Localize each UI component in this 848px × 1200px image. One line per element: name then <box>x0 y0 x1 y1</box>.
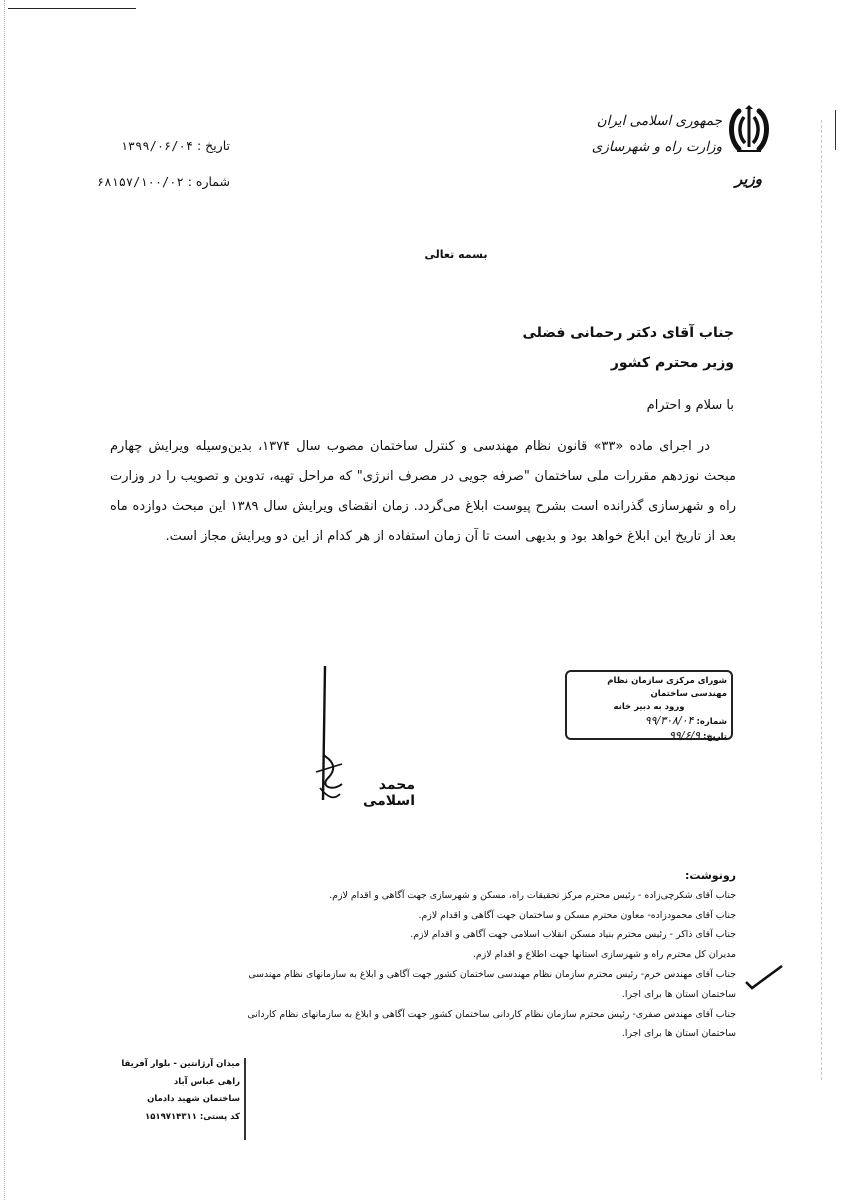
cc-item: جناب آقای مهندس صفری- رئیس محترم سازمان نظام کاردانی ساختمان کشور جهت آگاهی و ابلاغ به سازمانهای نظام کاردانی ساختمان استان ها برای اجرا. <box>247 1008 736 1040</box>
address-line: راهی عباس آباد <box>173 1076 240 1087</box>
address-line: میدان آرژانتین - بلوار آفریقا <box>121 1059 240 1069</box>
number-row <box>70 164 230 200</box>
cc-item: جناب آقای شکرچی‌زاده - رئیس محترم مرکز تحقیقات راه، مسکن و شهرسازی جهت آگاهی و اقدام لازم. <box>329 889 736 901</box>
address-line: کد پستی: ۱۵۱۹۷۱۴۳۱۱ <box>145 1111 240 1122</box>
address-bar <box>244 1058 246 1140</box>
cc-item: جناب آقای ذاکر - رئیس محترم بنیاد مسکن انقلاب اسلامی جهت آگاهی و اقدام لازم. <box>410 929 736 941</box>
cc-item: جناب آقای مهندس خرم- رئیس محترم سازمان نظام مهندسی ساختمان کشور جهت آگاهی و ابلاغ به سازمانهای نظام مهندسی ساختمان استان ها برای اجرا. <box>248 968 736 1000</box>
stamp-date-row <box>571 729 727 744</box>
greeting: با سلام و احترام <box>646 398 734 413</box>
addressee-title: وزیر محترم کشور <box>610 355 734 371</box>
addressee <box>440 318 734 378</box>
cc-heading: رونوشت: <box>684 869 736 882</box>
cc-item: جناب آقای محمودزاده- معاون محترم مسکن و ساختمان جهت آگاهی و اقدام لازم. <box>418 909 736 921</box>
receipt-stamp <box>565 670 733 740</box>
checkmark-icon <box>744 960 784 990</box>
basmala: بسمه تعالی <box>424 248 488 261</box>
number-value: ۶۸۱۵۷/۱۰۰/۰۲ <box>97 175 184 189</box>
cc-item: مدیران کل محترم راه و شهرسازی استانها جهت اطلاع و اقدام لازم. <box>472 949 736 961</box>
footer-address <box>95 1056 240 1126</box>
stamp-org: شورای مرکزی سازمان نظام مهندسی ساختمان <box>607 676 727 699</box>
stamp-date-label: تاریخ: <box>703 732 727 742</box>
stamp-number-row <box>571 714 727 729</box>
address-line: ساختمان شهید دادمان <box>147 1094 240 1104</box>
date-label: تاریخ : <box>196 138 230 153</box>
ministry-name: وزارت راه و شهرسازی <box>591 139 722 155</box>
iran-emblem-icon <box>725 105 773 157</box>
cc-list <box>228 866 736 1044</box>
stamp-number-label: شماره: <box>696 717 727 727</box>
top-rule <box>8 8 136 9</box>
letter-meta <box>70 128 230 200</box>
scan-edge-left <box>4 0 5 1200</box>
stamp-number-value: ۹۹/۳۰۸/۰۴ <box>644 714 694 727</box>
republic-name: جمهوری اسلامی ایران <box>596 113 722 129</box>
signer-name: محمد اسلامی <box>362 777 415 809</box>
addressee-name: جناب آقای دکتر رحمانی فضلی <box>522 325 734 341</box>
body-paragraph: در اجرای ماده «۳۳» قانون نظام مهندسی و کنترل ساختمان مصوب سال ۱۳۷۴، بدین‌وسیله ویرایش چهارم مبحث نوزدهم مقررات ملی ساختمان "صرفه جویی در مصرف انرژی" که مراحل تهیه، تدوین و تصویب را در وزارت راه و شهرسازی گذرانده است بشرح پیوست ابلاغ می‌گردد. زمان انقضای ویرایش سال ۱۳۸۹ این مبحث دوازده ماه بعد از تاریخ این ابلاغ خواهد بود و بدیهی است تا آن زمان استفاده از هر کدام از این دو ویرایش مجاز است. <box>110 439 736 544</box>
letterhead <box>572 108 722 160</box>
date-row <box>70 128 230 164</box>
letter-body <box>110 432 736 552</box>
stamp-subtitle: ورود به دبیر خانه <box>613 702 685 712</box>
minister-title: وزیر <box>735 170 762 188</box>
scan-edge-right <box>821 120 822 1080</box>
date-value: ۱۳۹۹/۰۶/۰۴ <box>120 139 193 153</box>
stamp-date-value: ۹۹/۶/۹ <box>668 729 701 742</box>
number-label: شماره : <box>187 174 230 189</box>
scan-mark-right <box>835 110 836 150</box>
